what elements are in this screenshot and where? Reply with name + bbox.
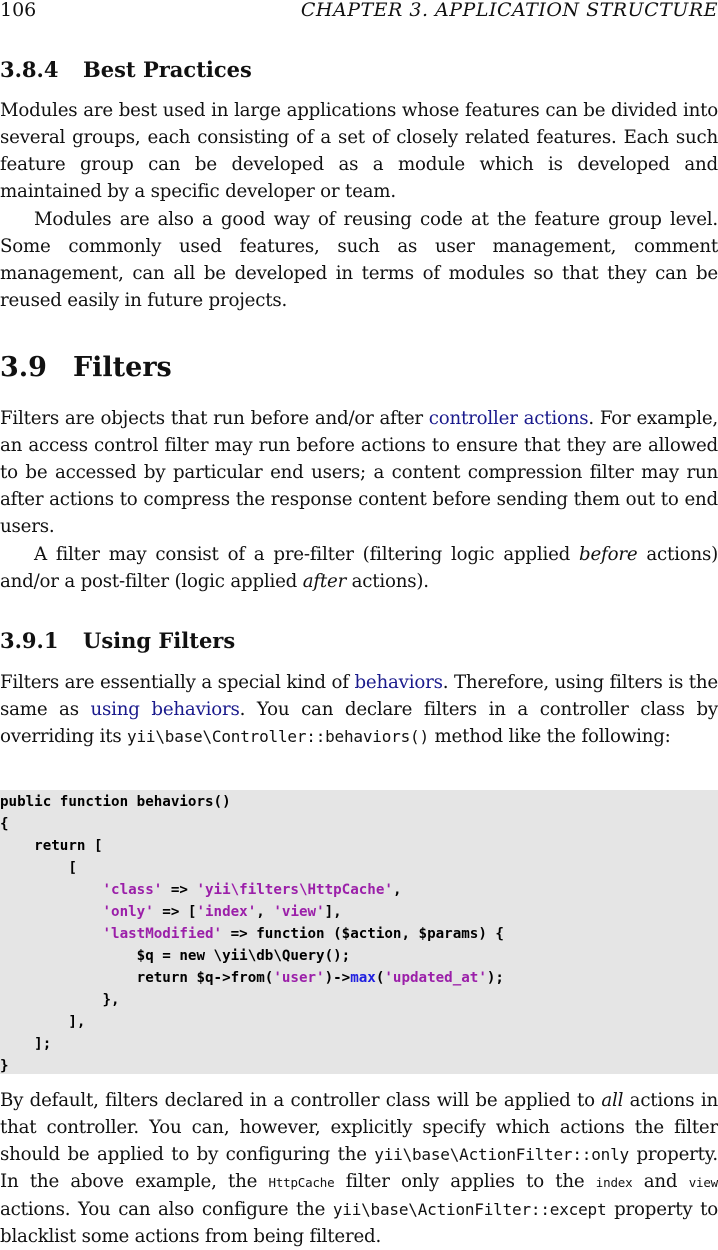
- code-token: => [: [153, 904, 197, 920]
- heading-number: 3.9: [0, 352, 47, 383]
- link-controller-actions[interactable]: controller actions: [428, 408, 589, 429]
- text-run: property to blacklist some actions from being filtered.: [0, 1199, 718, 1247]
- heading-best-practices: [0, 58, 252, 82]
- page-number: 106: [0, 0, 37, 21]
- code-string: 'class': [102, 882, 163, 898]
- code-line: },: [0, 992, 120, 1008]
- link-behaviors[interactable]: behaviors: [354, 672, 443, 693]
- code-string: 'yii\filters\HttpCache': [196, 882, 393, 898]
- code-string: 'user': [273, 970, 325, 986]
- text-run: method like the following:: [428, 726, 671, 747]
- inline-code: yii\base\ActionFilter::only: [374, 1145, 629, 1164]
- emphasis: all: [601, 1090, 624, 1111]
- text-run: By default, filters declared in a controller class will be applied to: [0, 1090, 602, 1111]
- paragraph-pre-post-filter: [0, 541, 718, 595]
- code-token: (: [375, 970, 385, 986]
- code-token: => function ($action, $params) {: [222, 926, 504, 942]
- code-string: 'view': [273, 904, 325, 920]
- code-string: 'lastModified': [102, 926, 223, 942]
- text-run: . You can declare filters in a controller class by overriding its: [0, 699, 718, 747]
- heading-title: Best Practices: [83, 57, 252, 82]
- code-listing: [0, 790, 718, 1077]
- emphasis: after: [302, 571, 347, 592]
- paragraph-filters-intro: [0, 405, 718, 540]
- code-line: }: [0, 1058, 9, 1074]
- text-run: property. In the above example, the: [0, 1144, 718, 1192]
- emphasis: before: [579, 544, 638, 565]
- code-token: =>: [162, 882, 197, 898]
- heading-filters: [0, 353, 172, 383]
- text-run: filter only applies to the: [334, 1171, 596, 1192]
- text-run: . Therefore, using filters is the same as: [0, 672, 718, 720]
- paragraph-filter-scope: [0, 1087, 718, 1250]
- code-indent: [0, 904, 103, 920]
- code-token: ],: [324, 904, 342, 920]
- text-run: . For example, an access control filter may run before actions to ensure that they are allowed to be accessed by particular end users; a content compression filter may run after actions to compress the response content before sending them out to end users.: [0, 408, 718, 537]
- running-title: CHAPTER 3. APPLICATION STRUCTURE: [300, 0, 718, 21]
- code-token: ,: [392, 882, 402, 898]
- heading-number: 3.8.4: [0, 57, 59, 82]
- text-run: actions).: [346, 571, 429, 592]
- link-using-behaviors[interactable]: using behaviors: [90, 699, 240, 720]
- text-run: actions. You can also configure the: [0, 1199, 333, 1220]
- code-line: ];: [0, 1036, 52, 1052]
- text-run: Filters are essentially a special kind of: [0, 672, 355, 693]
- text-run: Filters are objects that run before and/or after: [0, 408, 429, 429]
- code-block: [0, 790, 718, 1074]
- code-line: return [: [0, 838, 103, 854]
- code-indent: [0, 882, 103, 898]
- paragraph-using-filters: [0, 669, 718, 750]
- code-token: );: [486, 970, 504, 986]
- code-line: {: [0, 816, 9, 832]
- code-line: public function behaviors(): [0, 794, 231, 810]
- text-run: and: [632, 1171, 689, 1192]
- code-line: ],: [0, 1014, 86, 1030]
- paragraph-modules-usage: Modules are best used in large applications whose features can be divided into several groups, each consisting of a set of closely related features. Each such feature group can be developed as a module which is developed and maintained by a specific developer or team.: [0, 100, 718, 202]
- inline-code: yii\base\ActionFilter::except: [332, 1200, 607, 1219]
- code-token: )->: [324, 970, 351, 986]
- heading-using-filters: [0, 629, 235, 653]
- inline-code: yii\base\Controller::behaviors(): [127, 727, 429, 746]
- inline-code: HttpCache: [268, 1175, 335, 1190]
- heading-title: Filters: [73, 352, 172, 383]
- code-line: $q = new \yii\db\Query();: [0, 948, 351, 964]
- heading-title: Using Filters: [83, 628, 236, 653]
- code-token: ,: [256, 904, 274, 920]
- code-token: return $q->from(: [0, 970, 274, 986]
- text-run: actions in that controller. You can, however, explicitly specify which actions the filter should be applied to by configuring the: [0, 1090, 718, 1165]
- code-string: 'index': [196, 904, 257, 920]
- code-indent: [0, 926, 103, 942]
- code-function: max: [350, 970, 376, 986]
- paragraph-modules-reuse: Modules are also a good way of reusing code at the feature group level. Some commonly used features, such as user management, comment management, can all be developed in terms of modules so that they can be reused easily in future projects.: [0, 209, 718, 311]
- code-line: [: [0, 860, 77, 876]
- heading-number: 3.9.1: [0, 628, 59, 653]
- inline-code: index: [595, 1175, 633, 1190]
- code-string: 'only': [102, 904, 154, 920]
- text-run: actions) and/or a post-filter (logic applied: [0, 544, 718, 592]
- text-run: A filter may consist of a pre-filter (filtering logic applied: [34, 544, 580, 565]
- inline-code: view: [688, 1175, 718, 1190]
- code-string: 'updated_at': [384, 970, 487, 986]
- page-header: [0, 0, 718, 25]
